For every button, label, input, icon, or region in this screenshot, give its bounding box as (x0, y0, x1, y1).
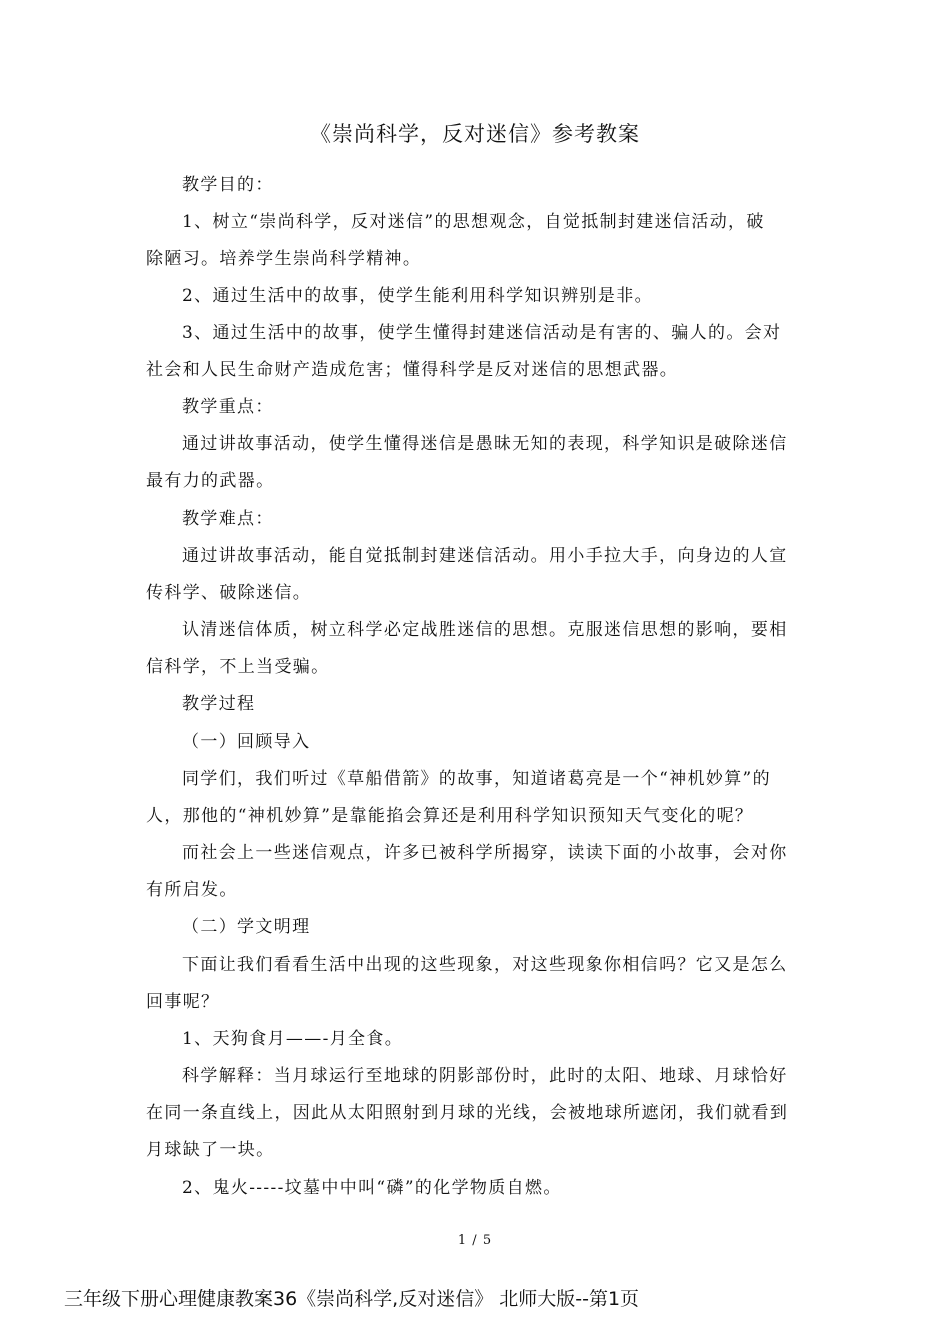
subsection-heading-study: （二）学文明理 (182, 917, 311, 937)
section-heading-process: 教学过程 (182, 694, 256, 714)
section-heading-objectives: 教学目的： (182, 175, 274, 195)
paragraph-line: 而社会上一些迷信观点，许多已被科学所揭穿，读读下面的小故事，会对你 (182, 843, 788, 863)
paragraph-line: 除陋习。培养学生崇尚科学精神。 (146, 249, 422, 269)
paragraph-line: 通过讲故事活动，使学生懂得迷信是愚昧无知的表现，科学知识是破除迷信 (182, 434, 788, 454)
section-heading-difficulties: 教学难点： (182, 509, 274, 529)
paragraph-line: 通过讲故事活动，能自觉抵制封建迷信活动。用小手拉大手，向身边的人宣 (182, 546, 788, 566)
page-number: 1 / 5 (457, 1233, 493, 1248)
paragraph-line: 社会和人民生命财产造成危害；懂得科学是反对迷信的思想武器。 (146, 360, 679, 380)
paragraph-line: 3、通过生活中的故事，使学生懂得封建迷信活动是有害的、骗人的。会对 (182, 323, 782, 343)
section-heading-key-points: 教学重点： (182, 397, 274, 417)
list-item: 1、天狗食月——-月全食。 (182, 1029, 404, 1049)
paragraph-line: 在同一条直线上，因此从太阳照射到月球的光线，会被地球所遮闭，我们就看到 (146, 1103, 789, 1123)
list-item: 2、鬼火-----坟墓中中叫“磷”的化学物质自燃。 (182, 1178, 562, 1198)
paragraph-line: 有所启发。 (146, 880, 238, 900)
paragraph-line: 1、树立“崇尚科学，反对迷信”的思想观念，自觉抵制封建迷信活动，破 (182, 212, 765, 232)
paragraph-line: 信科学，不上当受骗。 (146, 657, 330, 677)
paragraph-line: 传科学、破除迷信。 (146, 583, 312, 603)
paragraph-line: 回事呢？ (146, 992, 220, 1012)
paragraph-line: 人，那他的“神机妙算”是靠能掐会算还是利用科学知识预知天气变化的呢？ (146, 806, 754, 826)
paragraph-line: 最有力的武器。 (146, 471, 275, 491)
paragraph-line: 2、通过生活中的故事，使学生能利用科学知识辨别是非。 (182, 286, 653, 306)
paragraph-line: 同学们，我们听过《草船借箭》的故事，知道诸葛亮是一个“神机妙算”的 (182, 769, 771, 789)
paragraph-line: 认清迷信体质，树立科学必定战胜迷信的思想。克服迷信思想的影响，要相 (182, 620, 788, 640)
paragraph-line: 下面让我们看看生活中出现的这些现象，对这些现象你相信吗？它又是怎么 (182, 955, 788, 975)
paragraph-line: 月球缺了一块。 (146, 1140, 275, 1160)
footer-caption: 三年级下册心理健康教案36《崇尚科学,反对迷信》 北师大版--第1页 (64, 1288, 640, 1310)
paragraph-line: 科学解释：当月球运行至地球的阴影部份时，此时的太阳、地球、月球恰好 (182, 1066, 788, 1086)
document-title: 《崇尚科学，反对迷信》参考教案 (310, 122, 640, 146)
subsection-heading-review: （一）回顾导入 (182, 732, 311, 752)
